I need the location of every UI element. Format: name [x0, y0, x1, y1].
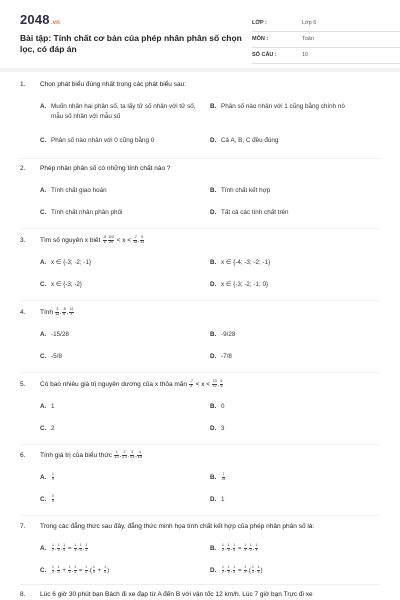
worksheet-header [20, 10, 380, 60]
fraction-answer: $\frac{1}{5}$ [51, 472, 54, 481]
question-separator [20, 515, 380, 516]
option-d[interactable]: D. -7/8 [210, 353, 232, 360]
question-stem [20, 451, 380, 460]
option-b[interactable]: B. x ∈ {-4; -3; -2; -1} [210, 259, 271, 266]
meta-label: SỐ CÂU : [252, 52, 277, 58]
question-4 [20, 307, 380, 360]
question-separator [20, 372, 380, 373]
question-stem [20, 236, 380, 245]
question-stem [20, 522, 380, 531]
option-a[interactable]: A. $\frac{1}{5}$ [40, 473, 200, 483]
question-number: 6. [20, 452, 26, 459]
worksheet-meta [252, 16, 400, 64]
option-c[interactable]: C. x ∈ {-3; -2} [40, 281, 83, 288]
question-separator [20, 300, 380, 301]
question-text: Tìm số nguyên x biết [40, 237, 101, 244]
option-c[interactable]: C. $\frac{1}{2}$ . $\frac{1}{3}$ + $\frac{1}{2}$ . $\frac{1}{4}$ = $\frac{1}{2}$ .( $\frac{1}{3}$ + $\frac{1}{4}$ ) [40, 566, 200, 576]
question-5 [20, 379, 380, 432]
question-1 [20, 80, 380, 144]
question-text: Tính [40, 309, 54, 316]
header-divider [0, 68, 400, 72]
math-expression: $\frac{1}{2}$ . $\frac{1}{3}$ . $\frac{1}{4}$ = $\frac{1}{3}$ . $\frac{1}{2}$ . $\frac{1}{4}$ [221, 543, 258, 552]
question-number: 3. [20, 237, 26, 244]
question-stem [20, 308, 380, 317]
math-expression: $\frac{-5}{6}$ $\frac{120}{25}$ < x < $\frac{-7}{15}$ . $\frac{9}{14}$ [103, 235, 145, 244]
question-stem [20, 590, 380, 599]
math-expression: $\frac{3}{14}$ . $\frac{-5}{8}$ . $\frac{14}{3}$ [55, 307, 74, 316]
question-number: 7. [20, 523, 26, 530]
question-number: 8. [20, 591, 26, 598]
option-d[interactable]: D. x ∈ {-3; -2; -1; 0} [210, 281, 269, 288]
meta-value: Lớp 6 [302, 20, 317, 26]
option-b[interactable]: B. -9/28 [210, 331, 236, 338]
meta-label: LỚP : [252, 20, 267, 26]
math-expression: $\frac{1}{1.2}$ . $\frac{2}{2.3}$ . $\frac{3}{3.4}$ . $\frac{4}{4.5}$ [114, 450, 143, 459]
question-7 [20, 522, 380, 574]
option-a[interactable]: A. x ∈ {-3; -2; -1} [40, 259, 92, 266]
meta-row-class [252, 16, 400, 32]
question-text: Tính giá trị của biểu thức [40, 452, 112, 459]
option-c[interactable]: C. $\frac{4}{5}$ [40, 495, 200, 505]
meta-value: 10 [302, 52, 309, 58]
question-separator [20, 158, 380, 159]
option-b[interactable]: B. Phân số nào nhân với 1 cũng bằng chính nó [210, 103, 345, 110]
option-c[interactable]: C. 2 [40, 425, 55, 432]
meta-label: MÔN : [252, 36, 269, 42]
question-text: Trong các đẳng thức sau đây, đẳng thức minh họa tính chất kết hợp của phép nhân phân số là: [40, 523, 315, 530]
option-c[interactable]: C. Phân số nào nhân với 0 cũng bằng 0 [40, 137, 155, 144]
question-6 [20, 450, 380, 503]
meta-row-count [252, 48, 400, 64]
question-text: Có bao nhiêu giá trị nguyên dương của x thỏa mãn [40, 381, 188, 388]
question-number: 5. [20, 381, 26, 388]
question-2 [20, 164, 380, 216]
option-a[interactable]: A. 1 [40, 403, 55, 410]
question-text: Chọn phát biểu đúng nhất trong các phát biểu sau: [40, 81, 186, 88]
question-stem [20, 80, 380, 89]
meta-value: Toán [302, 36, 314, 42]
question-separator [20, 584, 380, 585]
option-d[interactable]: D. 3 [210, 425, 225, 432]
question-separator [20, 444, 380, 445]
option-d[interactable]: D. Cả A, B, C đều đúng [210, 137, 279, 144]
site-logo[interactable]: 2048.vn [20, 12, 61, 27]
option-a[interactable]: A. Tính chất giao hoán [40, 187, 107, 194]
option-a[interactable]: A. $\frac{1}{2}$ . $\frac{1}{3}$ . $\frac{1}{4}$ = $\frac{1}{3}$ . $\frac{1}{4}$ . $\frac{1}{2}$ [40, 544, 200, 554]
option-d[interactable]: D. Tất cả các tính chất trên [210, 209, 289, 216]
question-stem [20, 380, 380, 389]
option-a[interactable]: A. -15/28 [40, 331, 69, 338]
option-b[interactable]: B. $\frac{1}{2}$ . $\frac{1}{3}$ . $\frac{1}{4}$ = $\frac{1}{3}$ . $\frac{1}{2}$ . $\frac{1}{4}$ [210, 544, 375, 554]
question-number: 1. [20, 81, 26, 88]
math-expression: $\frac{1}{2}$ . $\frac{1}{3}$ . $\frac{1}{4}$ = $\frac{1}{3}$ . $\frac{1}{4}$ . $\frac{1}{2}$ [51, 543, 88, 552]
option-c[interactable]: C. -5/8 [40, 353, 62, 360]
meta-row-subject [252, 32, 400, 48]
option-a[interactable]: A. Muốn nhân hai phân số, ta lấy tử số nhân với tử số, mẫu số nhân với mẫu số [40, 103, 196, 120]
option-b[interactable]: B. Tính chất kết hợp [210, 187, 271, 194]
math-expression: $\frac{-7}{3}$ < x < $\frac{13}{12}$ . $\frac{6}{5}$ [189, 379, 223, 388]
fraction-answer: $\frac{4}{5}$ [51, 494, 54, 503]
question-text: Lúc 6 giờ 30 phút bạn Bách đi xe đạp từ A đến B với vận tốc 12 km/h. Lúc 7 giờ bạn Trực đi xe [40, 591, 313, 598]
question-8 [20, 590, 380, 599]
question-text: Phép nhân phân số có những tính chất nào ? [40, 165, 171, 172]
question-separator [20, 228, 380, 229]
option-b[interactable]: B. $\frac{1}{15}$ [210, 473, 375, 483]
option-c[interactable]: C. Tính chất nhân phân phối [40, 209, 123, 216]
question-3 [20, 235, 380, 288]
worksheet-title: Bài tập: Tính chất cơ bản của phép nhân phân số chọn lọc, có đáp án [20, 33, 242, 54]
option-d[interactable]: D. $\frac{1}{2}$ . $\frac{1}{3}$ . $\frac{1}{4}$ = $\frac{1}{2}$ .( $\frac{1}{3}$ . $\frac{1}{4}$ ) [210, 566, 375, 576]
fraction-answer: $\frac{1}{15}$ [221, 472, 226, 481]
question-number: 2. [20, 165, 26, 172]
option-d[interactable]: D. 1 [210, 496, 225, 503]
math-expression: $\frac{1}{2}$ . $\frac{1}{3}$ + $\frac{1}{2}$ . $\frac{1}{4}$ = $\frac{1}{2}$ .( $\frac{1}{3}$ + $\frac{1}{4}$ ) [51, 565, 110, 574]
option-b[interactable]: B. 0 [210, 403, 225, 410]
question-stem [20, 164, 380, 173]
question-number: 4. [20, 309, 26, 316]
math-expression: $\frac{1}{2}$ . $\frac{1}{3}$ . $\frac{1}{4}$ = $\frac{1}{2}$ .( $\frac{1}{3}$ . $\frac{1}{4}$ ) [221, 565, 263, 574]
